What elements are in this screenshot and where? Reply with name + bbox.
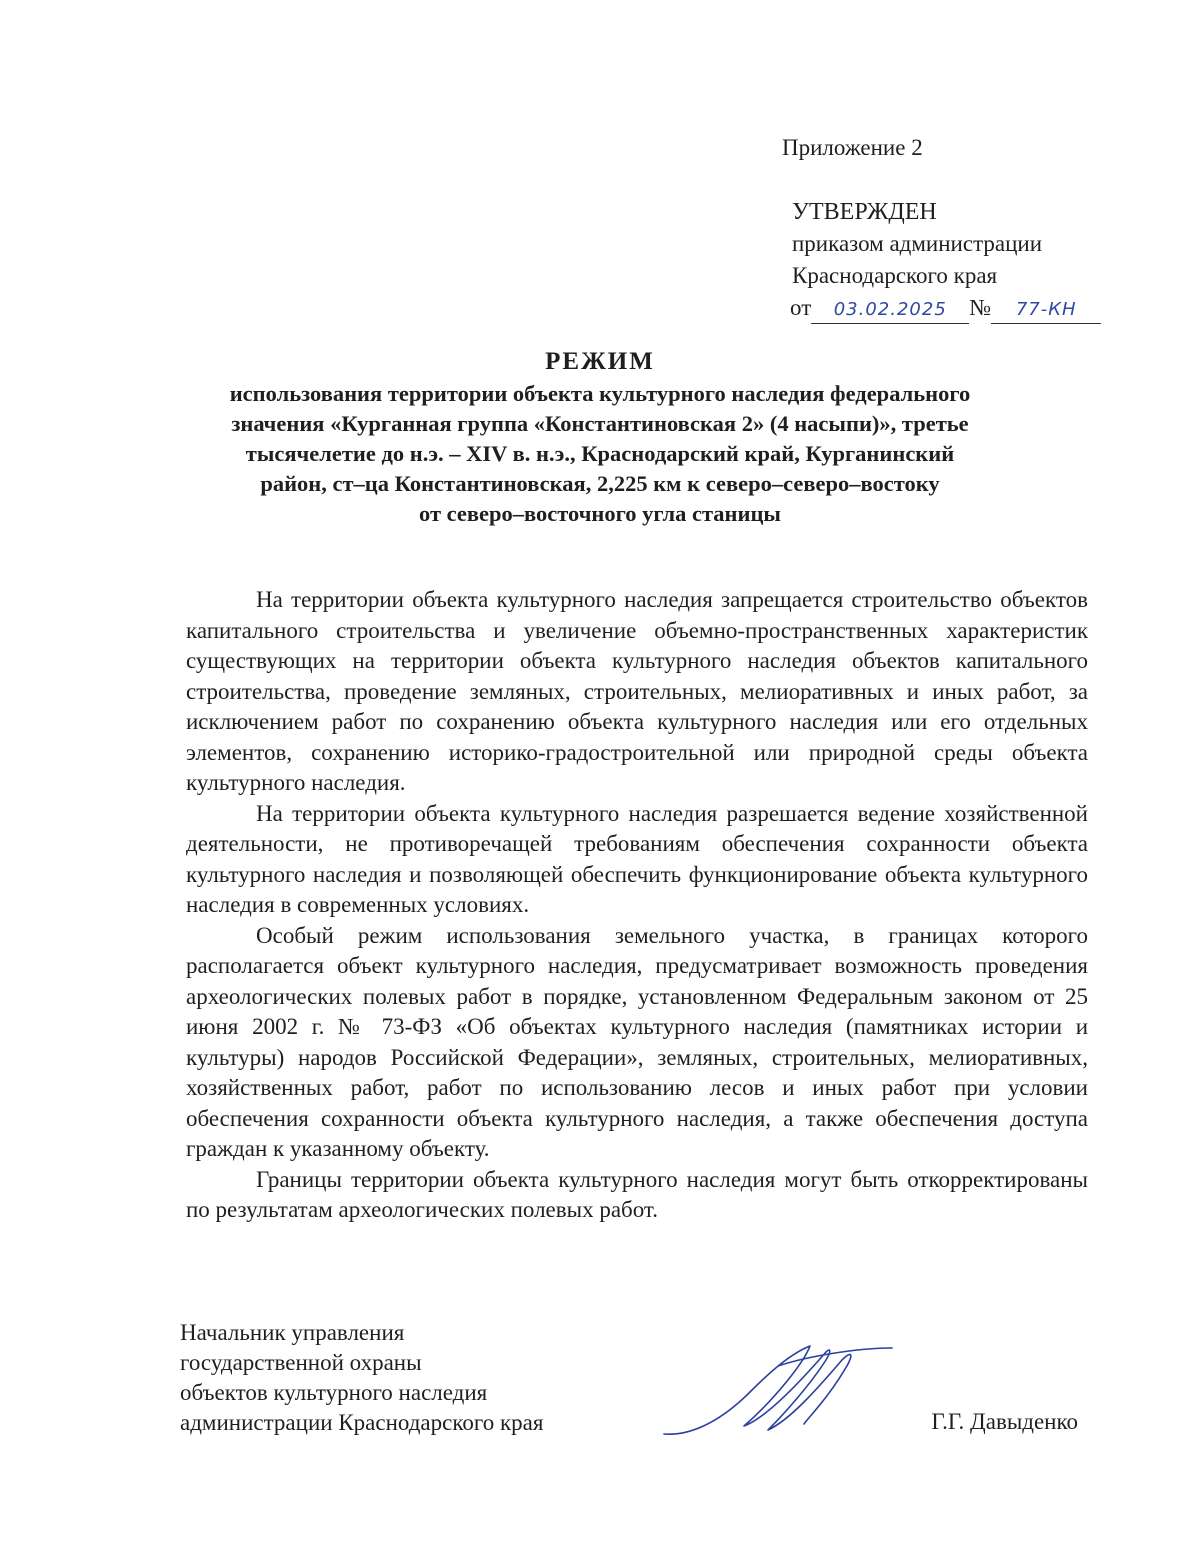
approval-by-line-1: приказом администрации: [792, 231, 1043, 256]
position-line: государственной охраны: [180, 1350, 422, 1375]
handwritten-order-number: 77-КН: [991, 297, 1101, 324]
document-title: [150, 345, 1050, 529]
body-paragraph: На территории объекта культурного наследия разрешается ведение хозяйственной деятельности, не противоречащей требованиям обеспечения сохранности объекта культурного наследия и позволяющей обеспечить функционирование объекта культурного наследия в современных условиях.: [186, 800, 1088, 917]
order-date-number-line: [790, 292, 1140, 324]
body-paragraph: Особый режим использования земельного участка, в границах которого располагается объект культурного наследия, предусматривает возможность проведения археологических полевых работ в порядке, установленном Федеральным законом от 25 июня 2002 г. № 73-ФЗ «Об объектах культурного наследия (памятниках истории и культуры) народов Российской Федерации», земляных, строительных, мелиоративных, хозяйственных работ, работ по использованию лесов и иных работ при условии обеспечения сохранности объекта культурного наследия, а также обеспечения доступа граждан к указанному объекту.: [186, 922, 1088, 1161]
title-line: тысячелетие до н.э. – XIV в. н.э., Краснодарский край, Курганинский: [245, 441, 955, 466]
date-prefix: от: [790, 295, 812, 320]
approval-block: [780, 132, 1140, 324]
signatory-position: [180, 1318, 640, 1438]
appendix-label: Приложение 2: [782, 135, 923, 160]
signature-block: [180, 1318, 1080, 1468]
position-line: администрации Краснодарского края: [180, 1410, 544, 1435]
title-line: использования территории объекта культурного наследия федерального: [229, 381, 971, 406]
body-paragraph: На территории объекта культурного наследия запрещается строительство объектов капитального строительства и увеличение объемно-пространственных характеристик существующих на территории объекта культурного наследия объектов капитального строительства, проведение земляных, строительных, мелиоративных и иных работ, за исключением работ по сохранению объекта культурного наследия или его отдельных элементов, сохранению историко-градостроительной или природной среды объекта культурного наследия.: [186, 587, 1088, 795]
title-heading: РЕЖИМ: [545, 348, 655, 375]
approval-by-line-2: Краснодарского края: [792, 263, 998, 288]
document-body: [186, 585, 1088, 1226]
handwritten-date: 03.02.2025: [811, 297, 969, 324]
approved-label: УТВЕРЖДЕН: [792, 199, 937, 225]
title-line: значения «Курганная группа «Константиновская 2» (4 насыпи)», третье: [231, 411, 969, 436]
title-line: от северо–восточного угла станицы: [419, 501, 781, 526]
body-paragraph: Границы территории объекта культурного наследия могут быть откорректированы по результатам археологических полевых работ.: [186, 1166, 1088, 1222]
signatory-name: Г.Г. Давыденко: [931, 1409, 1078, 1434]
number-prefix: №: [969, 295, 992, 320]
handwritten-signature: [658, 1326, 898, 1451]
position-line: Начальник управления: [180, 1320, 405, 1345]
position-line: объектов культурного наследия: [180, 1380, 488, 1405]
title-line: район, ст–ца Константиновская, 2,225 км к северо–северо–востоку: [260, 471, 940, 496]
